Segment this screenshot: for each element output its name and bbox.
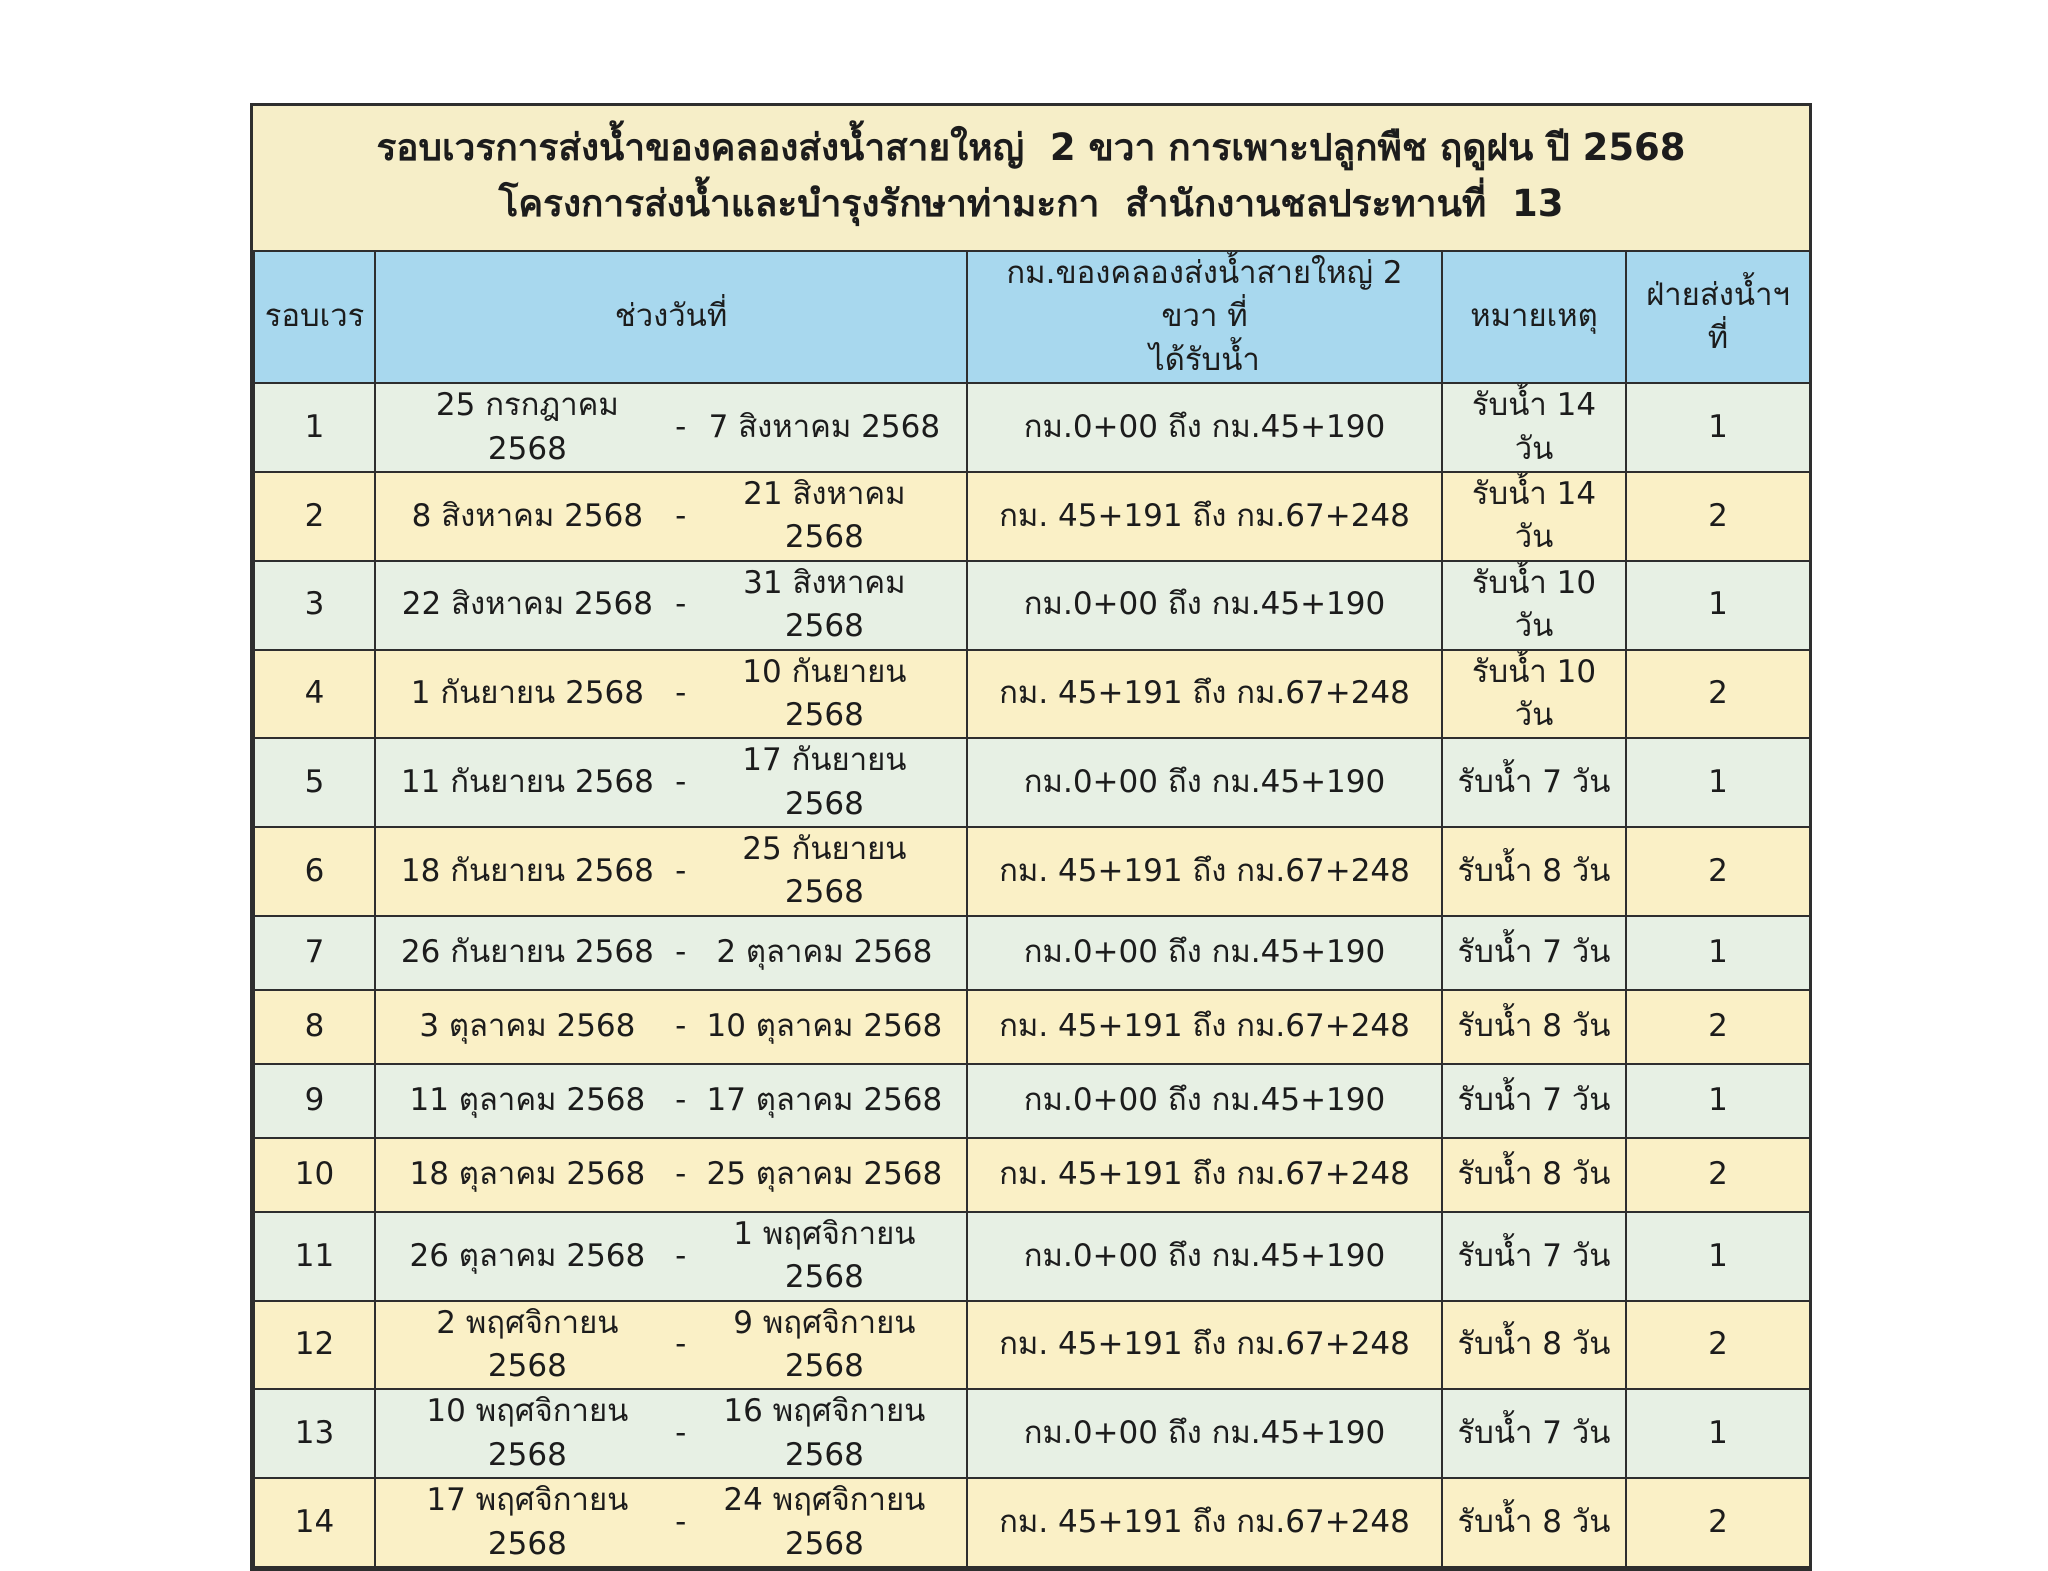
header-km-range bbox=[967, 251, 1442, 383]
km-range-cell: กม.0+00 ถึง กม.45+190 bbox=[967, 561, 1442, 650]
date-start: 25 กรกฎาคม 2568 bbox=[435, 387, 619, 467]
date-start: 11 ตุลาคม 2568 bbox=[409, 1082, 646, 1119]
header-zone-label: ฝ่ายส่งน้ำฯ ที่ bbox=[1646, 276, 1790, 357]
date-range-cell bbox=[375, 650, 967, 739]
km-range-cell: กม. 45+191 ถึง กม.67+248 bbox=[967, 1478, 1442, 1567]
zone-cell: 1 bbox=[1626, 916, 1810, 990]
date-separator: - bbox=[675, 1415, 687, 1452]
km-range-cell: กม. 45+191 ถึง กม.67+248 bbox=[967, 1301, 1442, 1390]
date-range bbox=[382, 384, 960, 471]
header-km-range-line1: กม.ของคลองส่งน้ำสายใหญ่ 2 ขวา ที่ bbox=[1006, 255, 1403, 335]
header-round bbox=[254, 251, 375, 383]
date-range-cell bbox=[375, 738, 967, 827]
km-range-cell: กม.0+00 ถึง กม.45+190 bbox=[967, 383, 1442, 472]
date-start: 18 กันยายน 2568 bbox=[400, 852, 654, 889]
header-row bbox=[254, 251, 1810, 383]
km-range-cell: กม.0+00 ถึง กม.45+190 bbox=[967, 1064, 1442, 1138]
date-end: 17 กันยายน 2568 bbox=[742, 742, 907, 822]
date-range-cell bbox=[375, 1389, 967, 1478]
zone-cell: 1 bbox=[1626, 561, 1810, 650]
date-start: 8 สิงหาคม 2568 bbox=[411, 497, 644, 534]
date-range-cell bbox=[375, 1212, 967, 1301]
title-line-2: โครงการส่งน้ำและบำรุงรักษาท่ามะกา สำนักงานชลประทานที่ 13 bbox=[498, 182, 1564, 225]
round-cell: 2 bbox=[254, 472, 375, 561]
km-range-cell: กม.0+00 ถึง กม.45+190 bbox=[967, 916, 1442, 990]
table-row bbox=[254, 1389, 1810, 1478]
date-range-cell bbox=[375, 990, 967, 1064]
date-separator: - bbox=[675, 586, 687, 623]
date-end: 1 พฤศจิกายน 2568 bbox=[733, 1215, 916, 1296]
date-range-cell bbox=[375, 916, 967, 990]
date-start: 2 พฤศจิกายน 2568 bbox=[436, 1304, 619, 1385]
date-separator: - bbox=[675, 1156, 687, 1193]
table-row bbox=[254, 1478, 1810, 1567]
km-range-cell: กม. 45+191 ถึง กม.67+248 bbox=[967, 472, 1442, 561]
remark-cell: รับน้ำ 8 วัน bbox=[1442, 827, 1626, 916]
date-end: 7 สิงหาคม 2568 bbox=[708, 408, 941, 445]
date-range-cell bbox=[375, 472, 967, 561]
date-end: 16 พฤศจิกายน 2568 bbox=[723, 1393, 926, 1473]
table-row bbox=[254, 1138, 1810, 1212]
date-separator: - bbox=[675, 1008, 687, 1045]
table-row bbox=[254, 472, 1810, 561]
remark-cell: รับน้ำ 10 วัน bbox=[1442, 561, 1626, 650]
date-start: 22 สิงหาคม 2568 bbox=[401, 586, 653, 623]
round-cell: 1 bbox=[254, 383, 375, 472]
remark-cell: รับน้ำ 8 วัน bbox=[1442, 1301, 1626, 1390]
date-end: 25 กันยายน 2568 bbox=[742, 831, 907, 911]
date-end: 10 กันยายน 2568 bbox=[742, 653, 907, 733]
date-end: 17 ตุลาคม 2568 bbox=[706, 1082, 943, 1119]
date-range bbox=[382, 1005, 960, 1048]
date-end: 2 ตุลาคม 2568 bbox=[716, 934, 933, 971]
remark-cell: รับน้ำ 8 วัน bbox=[1442, 1478, 1626, 1567]
table-row bbox=[254, 827, 1810, 916]
date-start: 11 กันยายน 2568 bbox=[400, 763, 654, 800]
date-end: 25 ตุลาคม 2568 bbox=[706, 1156, 943, 1193]
date-end: 9 พฤศจิกายน 2568 bbox=[733, 1304, 916, 1385]
remark-cell: รับน้ำ 7 วัน bbox=[1442, 1389, 1626, 1478]
zone-cell: 2 bbox=[1626, 1301, 1810, 1390]
date-start: 17 พฤศจิกายน 2568 bbox=[426, 1482, 629, 1562]
remark-cell: รับน้ำ 8 วัน bbox=[1442, 990, 1626, 1064]
date-separator: - bbox=[675, 1503, 687, 1540]
date-range bbox=[382, 828, 960, 915]
header-remark bbox=[1442, 251, 1626, 383]
zone-cell: 1 bbox=[1626, 383, 1810, 472]
table-title bbox=[253, 106, 1809, 250]
km-range-cell: กม. 45+191 ถึง กม.67+248 bbox=[967, 650, 1442, 739]
zone-cell: 1 bbox=[1626, 1064, 1810, 1138]
date-range-cell bbox=[375, 1478, 967, 1567]
date-end: 10 ตุลาคม 2568 bbox=[706, 1008, 943, 1045]
date-range-cell bbox=[375, 1064, 967, 1138]
date-range-cell bbox=[375, 561, 967, 650]
round-cell: 8 bbox=[254, 990, 375, 1064]
schedule-table bbox=[253, 250, 1811, 1568]
km-range-cell: กม.0+00 ถึง กม.45+190 bbox=[967, 1212, 1442, 1301]
date-range bbox=[382, 473, 960, 560]
round-cell: 12 bbox=[254, 1301, 375, 1390]
date-separator: - bbox=[675, 1326, 687, 1363]
table-row bbox=[254, 990, 1810, 1064]
date-range bbox=[382, 1479, 960, 1566]
date-start: 26 ตุลาคม 2568 bbox=[409, 1237, 646, 1274]
header-date-range bbox=[375, 251, 967, 383]
zone-cell: 2 bbox=[1626, 1478, 1810, 1567]
table-row bbox=[254, 650, 1810, 739]
round-cell: 7 bbox=[254, 916, 375, 990]
table-row bbox=[254, 1064, 1810, 1138]
date-separator: - bbox=[675, 675, 687, 712]
remark-cell: รับน้ำ 14 วัน bbox=[1442, 383, 1626, 472]
date-separator: - bbox=[675, 1082, 687, 1119]
table-row bbox=[254, 1301, 1810, 1390]
remark-cell: รับน้ำ 14 วัน bbox=[1442, 472, 1626, 561]
zone-cell: 2 bbox=[1626, 1138, 1810, 1212]
date-separator: - bbox=[675, 1237, 687, 1274]
date-range-cell bbox=[375, 1301, 967, 1390]
schedule-table-body bbox=[254, 383, 1810, 1567]
date-start: 18 ตุลาคม 2568 bbox=[409, 1156, 646, 1193]
zone-cell: 2 bbox=[1626, 650, 1810, 739]
km-range-cell: กม.0+00 ถึง กม.45+190 bbox=[967, 738, 1442, 827]
round-cell: 14 bbox=[254, 1478, 375, 1567]
date-end: 24 พฤศจิกายน 2568 bbox=[723, 1482, 926, 1562]
round-cell: 4 bbox=[254, 650, 375, 739]
table-row bbox=[254, 1212, 1810, 1301]
zone-cell: 2 bbox=[1626, 827, 1810, 916]
km-range-cell: กม. 45+191 ถึง กม.67+248 bbox=[967, 1138, 1442, 1212]
km-range-cell: กม. 45+191 ถึง กม.67+248 bbox=[967, 990, 1442, 1064]
date-range bbox=[382, 1302, 960, 1389]
header-zone bbox=[1626, 251, 1810, 383]
table-row bbox=[254, 383, 1810, 472]
date-separator: - bbox=[675, 852, 687, 889]
km-range-cell: กม.0+00 ถึง กม.45+190 bbox=[967, 1389, 1442, 1478]
remark-cell: รับน้ำ 7 วัน bbox=[1442, 916, 1626, 990]
date-range bbox=[382, 1153, 960, 1196]
header-date-range-label: ช่วงวันที่ bbox=[614, 298, 728, 335]
date-start: 10 พฤศจิกายน 2568 bbox=[426, 1393, 629, 1473]
zone-cell: 1 bbox=[1626, 1212, 1810, 1301]
remark-cell: รับน้ำ 7 วัน bbox=[1442, 738, 1626, 827]
date-range bbox=[382, 1079, 960, 1122]
remark-cell: รับน้ำ 7 วัน bbox=[1442, 1212, 1626, 1301]
date-range-cell bbox=[375, 383, 967, 472]
remark-cell: รับน้ำ 7 วัน bbox=[1442, 1064, 1626, 1138]
header-remark-label: หมายเหตุ bbox=[1470, 298, 1598, 335]
table-row bbox=[254, 916, 1810, 990]
table-row bbox=[254, 738, 1810, 827]
title-line-1: รอบเวรการส่งน้ำของคลองส่งน้ำสายใหญ่ 2 ขวา การเพาะปลูกพืช ฤดูฝน ปี 2568 bbox=[376, 126, 1686, 170]
header-round-label: รอบเวร bbox=[264, 298, 365, 335]
date-separator: - bbox=[675, 497, 687, 534]
zone-cell: 1 bbox=[1626, 738, 1810, 827]
date-end: 31 สิงหาคม 2568 bbox=[743, 564, 906, 645]
zone-cell: 2 bbox=[1626, 472, 1810, 561]
date-range bbox=[382, 931, 960, 974]
date-range-cell bbox=[375, 1138, 967, 1212]
round-cell: 6 bbox=[254, 827, 375, 916]
round-cell: 5 bbox=[254, 738, 375, 827]
zone-cell: 2 bbox=[1626, 990, 1810, 1064]
water-schedule-table bbox=[250, 103, 1812, 1571]
date-range-cell bbox=[375, 827, 967, 916]
date-separator: - bbox=[675, 934, 687, 971]
round-cell: 9 bbox=[254, 1064, 375, 1138]
km-range-cell: กม. 45+191 ถึง กม.67+248 bbox=[967, 827, 1442, 916]
zone-cell: 1 bbox=[1626, 1389, 1810, 1478]
remark-cell: รับน้ำ 8 วัน bbox=[1442, 1138, 1626, 1212]
date-end: 21 สิงหาคม 2568 bbox=[743, 475, 906, 556]
date-separator: - bbox=[675, 763, 687, 800]
date-separator: - bbox=[675, 408, 687, 445]
remark-cell: รับน้ำ 10 วัน bbox=[1442, 650, 1626, 739]
date-range bbox=[382, 562, 960, 649]
round-cell: 10 bbox=[254, 1138, 375, 1212]
date-start: 1 กันยายน 2568 bbox=[410, 675, 644, 712]
date-range bbox=[382, 651, 960, 738]
round-cell: 3 bbox=[254, 561, 375, 650]
date-start: 3 ตุลาคม 2568 bbox=[419, 1008, 636, 1045]
date-range bbox=[382, 1390, 960, 1477]
date-range bbox=[382, 1213, 960, 1300]
table-row bbox=[254, 561, 1810, 650]
round-cell: 11 bbox=[254, 1212, 375, 1301]
date-start: 26 กันยายน 2568 bbox=[400, 934, 654, 971]
date-range bbox=[382, 739, 960, 826]
round-cell: 13 bbox=[254, 1389, 375, 1478]
header-km-range-line2: ได้รับน้ำ bbox=[1149, 341, 1260, 378]
